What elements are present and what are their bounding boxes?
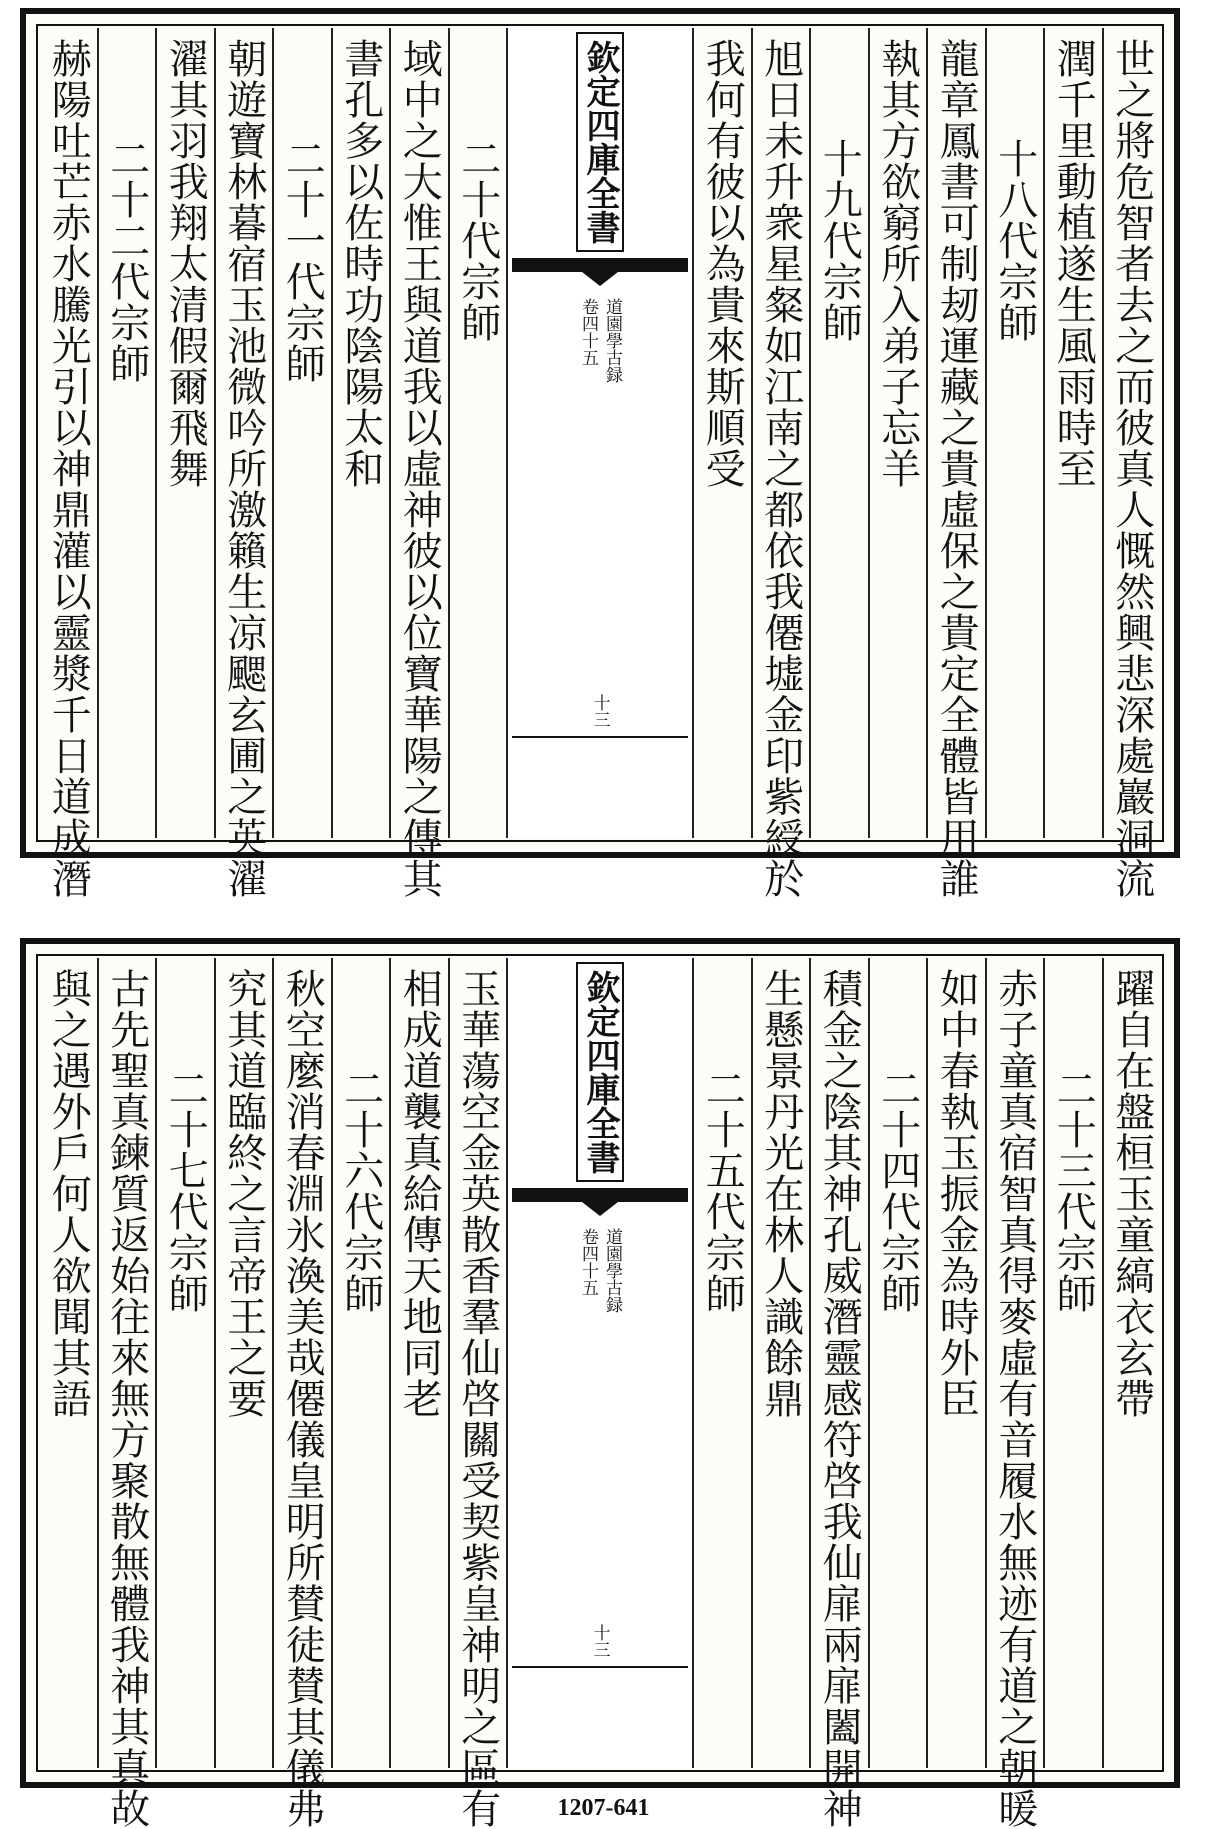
text-column xyxy=(389,958,448,1768)
column-text: 潤千里動植遂生風雨時至 xyxy=(1050,38,1097,489)
text-column xyxy=(155,958,214,1768)
juan-number: 卷四十五 xyxy=(578,1228,598,1296)
book-title: 欽定四庫全書 xyxy=(576,32,624,252)
column-text: 二十代宗師 xyxy=(454,138,501,343)
column-text: 龍章鳳書可制刼運藏之貴虛保之貴定全體皆用誰 xyxy=(933,38,980,899)
text-column xyxy=(985,28,1044,838)
book-title: 欽定四庫全書 xyxy=(576,962,624,1182)
text-column xyxy=(214,28,273,899)
text-column xyxy=(97,958,156,1829)
column-text: 躍自在盤桓玉童縞衣玄帶 xyxy=(1108,968,1155,1419)
text-column xyxy=(1102,28,1161,899)
text-column xyxy=(1043,28,1102,838)
fishtail-mark-icon xyxy=(508,1188,692,1218)
folio-number: 十三 xyxy=(589,694,610,728)
juan-number: 卷四十五 xyxy=(578,298,598,366)
column-text: 二十三代宗師 xyxy=(1050,1068,1097,1314)
center-fold-column xyxy=(506,28,692,838)
text-column xyxy=(155,28,214,838)
page-number: 1207-641 xyxy=(557,1795,650,1821)
text-column xyxy=(214,958,273,1768)
volume-title: 道園學古録 xyxy=(602,1228,622,1313)
column-text: 二十二代宗師 xyxy=(103,138,150,384)
text-column xyxy=(868,958,927,1768)
volume-info xyxy=(578,1228,622,1313)
column-text: 執其方欲窮所入弟子忘羊 xyxy=(874,38,921,489)
text-column xyxy=(40,958,97,1768)
column-text: 二十四代宗師 xyxy=(874,1068,921,1314)
text-column xyxy=(40,28,97,899)
text-column xyxy=(926,958,985,1768)
text-column xyxy=(331,28,390,838)
column-text: 二十七代宗師 xyxy=(162,1068,209,1314)
column-text: 二十一代宗師 xyxy=(279,138,326,384)
column-text: 與之遇外戶何人欲聞其語 xyxy=(45,968,92,1419)
text-column xyxy=(1043,958,1102,1768)
column-text: 如中春執玉振金為時外臣 xyxy=(933,968,980,1419)
text-column xyxy=(809,958,868,1829)
text-column xyxy=(692,958,751,1768)
text-column xyxy=(985,958,1044,1829)
column-text: 生懸景丹光在林人識餘鼎 xyxy=(757,968,804,1419)
volume-info xyxy=(578,298,622,383)
text-column xyxy=(272,28,331,838)
column-text: 赫陽吐芒赤水騰光引以神鼎灌以靈漿千日道成潛 xyxy=(45,38,92,899)
text-column xyxy=(692,28,751,838)
text-column xyxy=(389,28,448,899)
column-text: 我何有彼以為貴來斯順受 xyxy=(699,38,746,489)
column-text: 世之將危智者去之而彼真人慨然興悲深處巖洞流 xyxy=(1108,38,1155,899)
center-fold-column xyxy=(506,958,692,1768)
column-text: 朝遊寶林暮宿玉池微吟所激籟生凉颸玄圃之英濯 xyxy=(220,38,267,899)
text-column xyxy=(448,958,507,1829)
column-text: 旭日未升衆星粲如江南之都依我僊墟金印紫綬於 xyxy=(757,38,804,899)
text-column xyxy=(448,28,507,838)
text-column xyxy=(331,958,390,1768)
upper-columns xyxy=(40,28,1160,899)
text-column xyxy=(751,958,810,1768)
column-text: 古先聖真鍊質返始往來無方聚散無體我神其真故 xyxy=(103,968,150,1829)
text-column xyxy=(272,958,331,1829)
column-text: 秋空麼消春淵氷渙美哉僊儀皇明所賛徒賛其儀弗 xyxy=(279,968,326,1829)
volume-title: 道園學古録 xyxy=(602,298,622,383)
column-text: 書孔多以佐時功陰陽太和 xyxy=(337,38,384,489)
folio-rule xyxy=(512,1666,688,1668)
column-text: 十八代宗師 xyxy=(991,138,1038,343)
column-text: 赤子童真宿智真得麥虛有音履水無迹有道之朝暖 xyxy=(991,968,1038,1829)
column-text: 十九代宗師 xyxy=(816,138,863,343)
folio-number: 十三 xyxy=(589,1624,610,1658)
column-text: 相成道襲真給傳天地同老 xyxy=(396,968,443,1419)
column-text: 玉華蕩空金英散香羣仙啓關受契紫皇神明之區有 xyxy=(454,968,501,1829)
column-text: 積金之陰其神孔威潛靈感符啓我仙扉兩扉闔開神 xyxy=(816,968,863,1829)
column-text: 域中之大惟王與道我以虛神彼以位寶華陽之傳其 xyxy=(396,38,443,899)
folio-rule xyxy=(512,736,688,738)
column-text: 究其道臨終之言帝王之要 xyxy=(220,968,267,1419)
text-column xyxy=(868,28,927,838)
column-text: 二十五代宗師 xyxy=(699,1068,746,1314)
text-column xyxy=(751,28,810,899)
text-column xyxy=(809,28,868,838)
upper-page xyxy=(20,8,1180,899)
column-text: 濯其羽我翔太清假爾飛舞 xyxy=(162,38,209,489)
text-column xyxy=(926,28,985,899)
fishtail-mark-icon xyxy=(508,258,692,288)
text-column xyxy=(97,28,156,838)
text-column xyxy=(1102,958,1161,1768)
column-text: 二十六代宗師 xyxy=(337,1068,384,1314)
